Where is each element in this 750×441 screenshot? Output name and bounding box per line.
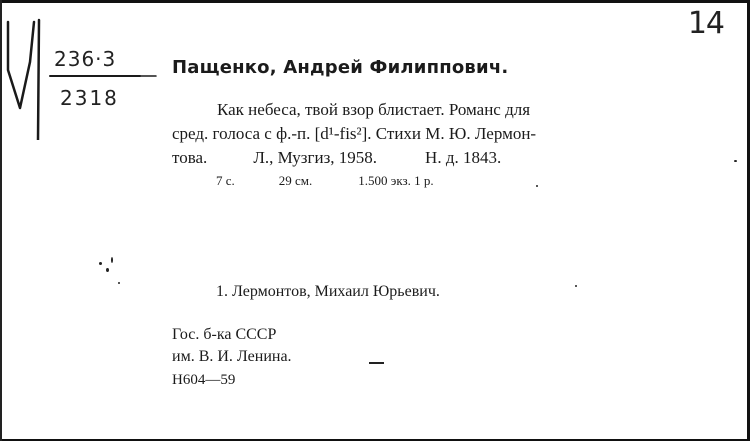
- imprint: Л., Музгиз, 1958.: [253, 148, 378, 167]
- title-line-2: сред. голоса с ф.-п. [d¹-fis²]. Стихи М. Ю. Лермон-: [172, 124, 537, 143]
- date-note: Н. д. 1843.: [425, 148, 502, 167]
- title-line-3-part-a: това.: [172, 148, 208, 167]
- library-code: Н604—59: [172, 372, 236, 388]
- dash-mark: [369, 362, 384, 364]
- subject-tracing: 1. Лермонтов, Михаил Юрьевич.: [216, 283, 440, 300]
- shelfmark-top: 236·3: [54, 47, 117, 71]
- scan-speck: [111, 257, 113, 263]
- title-line-3: [172, 148, 501, 168]
- card-number: 14: [687, 6, 724, 41]
- collation-copies: 1.500 экз. 1 р.: [358, 173, 434, 188]
- scan-speck: [575, 285, 577, 287]
- collation-size: 29 см.: [278, 173, 313, 188]
- collation: [216, 173, 434, 189]
- scan-speck: [118, 282, 120, 284]
- library-line-1: Гос. б-ка СССР: [172, 326, 277, 343]
- author-heading: Пащенко, Андрей Филиппович.: [172, 57, 509, 78]
- library-line-2: им. В. И. Ленина.: [172, 348, 292, 365]
- collation-pages: 7 с.: [216, 173, 235, 188]
- scan-speck: [99, 262, 102, 265]
- scan-speck: [536, 185, 538, 187]
- scan-speck: [106, 268, 109, 272]
- title-line-1: Как небеса, твой взор блистает. Романс для: [217, 100, 531, 119]
- scan-speck: [734, 160, 737, 162]
- shelfmark-bottom: 2318: [60, 86, 119, 110]
